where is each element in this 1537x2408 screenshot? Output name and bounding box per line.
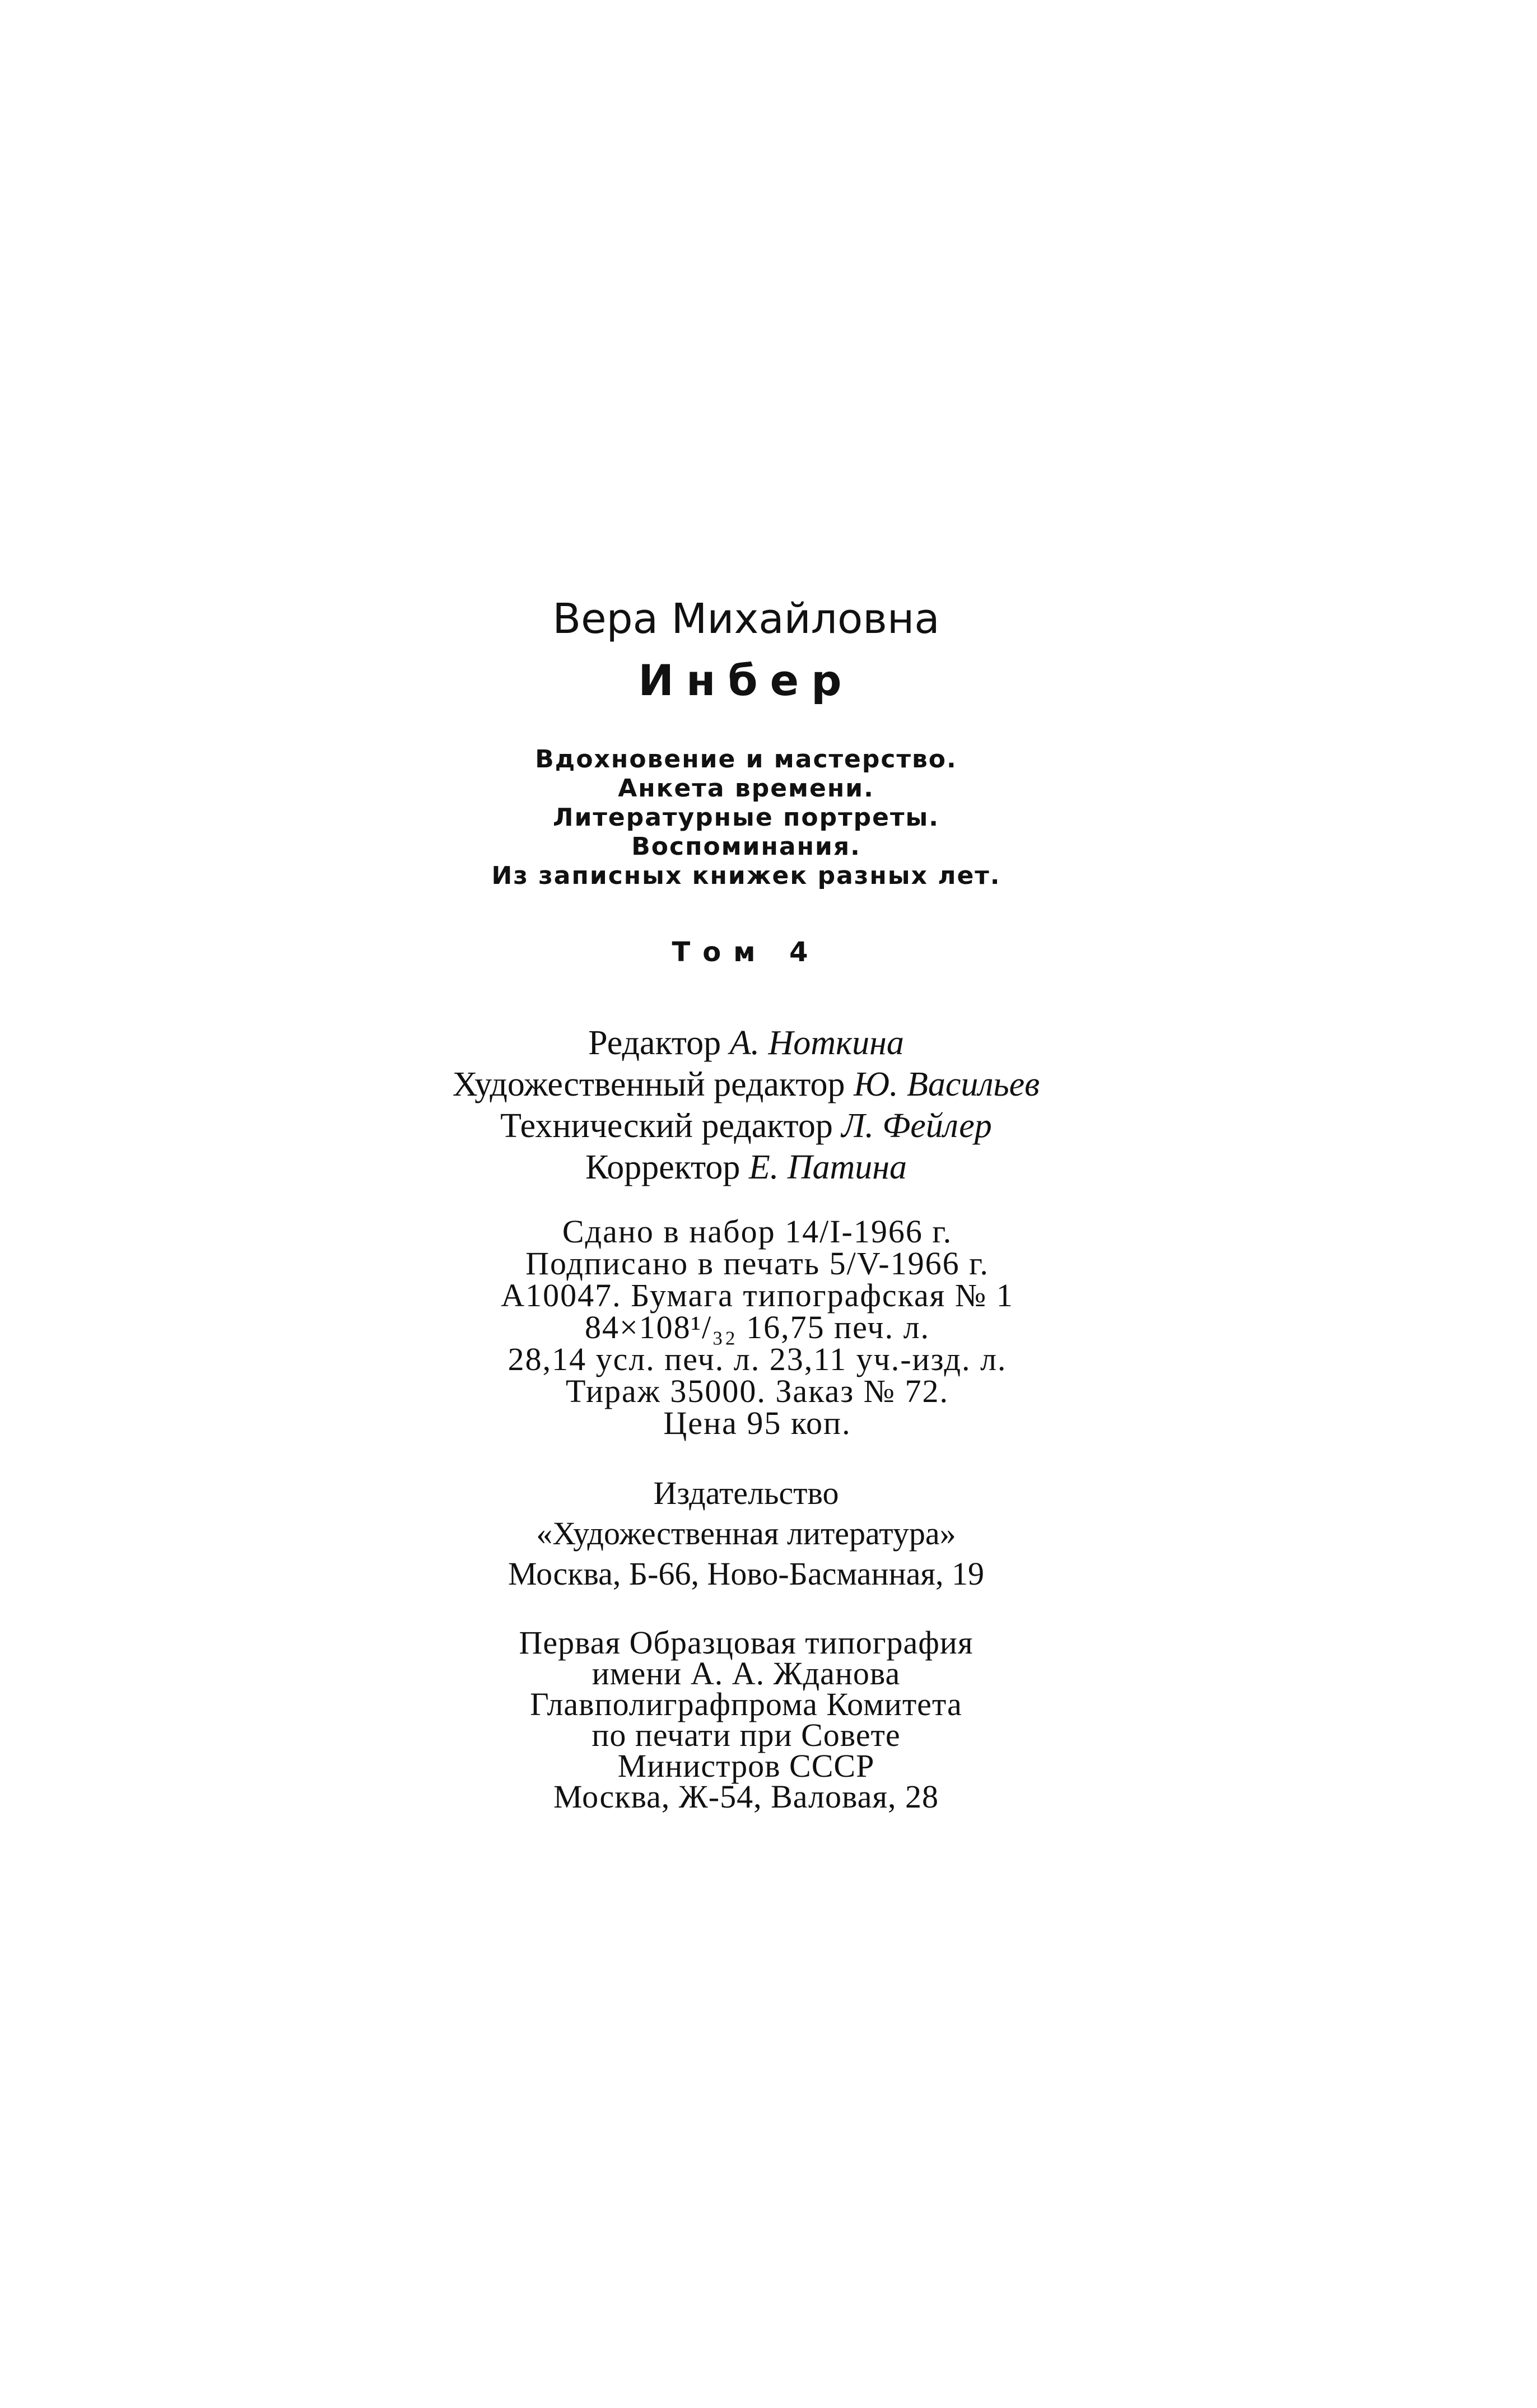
publisher-info — [0, 1473, 1515, 1594]
staff-line-tech-editor — [0, 1105, 1515, 1147]
author-surname — [0, 655, 1515, 706]
volume-label — [0, 935, 1515, 969]
staff-credits — [0, 1022, 1515, 1188]
contents-list — [0, 745, 1515, 891]
staff-person: Л. Фейлер — [841, 1107, 992, 1145]
print-data-line: А10047. Бумага типографская № 1 — [501, 1277, 1014, 1314]
staff-line-editor — [0, 1022, 1515, 1064]
contents-item: Воспоминания. — [631, 832, 861, 861]
author-surname-text: Инбер — [638, 655, 854, 705]
publisher-line: Москва, Б-66, Ново-Басманная, 19 — [507, 1555, 984, 1592]
printer-line: по печати при Совете — [591, 1717, 901, 1753]
contents-item: Вдохновение и мастерство. — [535, 745, 957, 774]
author-name — [0, 594, 1515, 644]
printer-line: имени А. А. Жданова — [591, 1655, 901, 1692]
print-data-line: Цена 95 коп. — [663, 1405, 851, 1441]
print-data-line: Тираж 35000. Заказ № 72. — [566, 1373, 949, 1409]
printing-house-info — [0, 1624, 1515, 1815]
staff-person: А. Ноткина — [729, 1024, 904, 1062]
print-data-line: 28,14 усл. печ. л. 23,11 уч.-изд. л. — [507, 1341, 1007, 1377]
print-data-line: Подписано в печать 5/V-1966 г. — [525, 1245, 989, 1282]
printer-line: Первая Образцовая типография — [519, 1624, 974, 1661]
publisher-line: «Художественная литература» — [536, 1515, 956, 1552]
contents-item: Литературные портреты. — [553, 803, 939, 832]
staff-line-art-editor — [0, 1064, 1515, 1105]
printer-line: Главполиграфпрома Комитета — [530, 1686, 962, 1722]
print-data-line: 84×108¹/₃₂ 16,75 печ. л. — [584, 1309, 930, 1345]
staff-person: Ю. Васильев — [854, 1065, 1040, 1103]
publisher-line: Издательство — [653, 1475, 839, 1511]
contents-item: Из записных книжек разных лет. — [491, 861, 1001, 890]
staff-role: Технический редактор — [500, 1107, 833, 1145]
printing-details — [0, 1215, 1526, 1439]
staff-role: Редактор — [588, 1024, 721, 1062]
staff-line-proofreader — [0, 1147, 1515, 1188]
printer-line: Министров СССР — [617, 1748, 875, 1784]
volume-text: Том 4 — [672, 937, 821, 968]
staff-role: Корректор — [585, 1148, 740, 1186]
staff-person: Е. Патина — [748, 1148, 907, 1186]
print-data-line: Сдано в набор 14/I-1966 г. — [562, 1213, 953, 1250]
contents-item: Анкета времени. — [618, 774, 874, 803]
staff-role: Художественный редактор — [452, 1065, 845, 1103]
printer-line: Москва, Ж-54, Валовая, 28 — [553, 1778, 939, 1815]
author-first-names: Вера Михайловна — [552, 595, 940, 643]
